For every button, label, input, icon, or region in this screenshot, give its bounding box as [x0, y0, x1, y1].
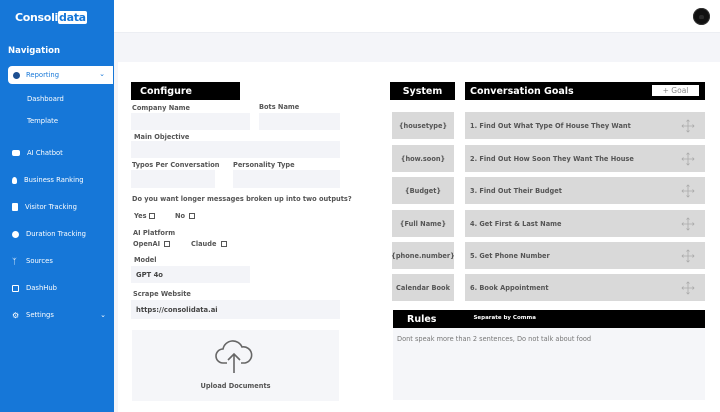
system-variable[interactable]: {Full Name} [392, 210, 454, 237]
main-objective-label: Main Objective [134, 133, 190, 141]
model-select[interactable]: GPT 4o [131, 266, 250, 283]
bots-name-input[interactable] [259, 113, 340, 130]
openai-option[interactable]: OpenAI [133, 240, 170, 248]
avatar[interactable] [693, 8, 710, 25]
sidebar-item-reporting[interactable] [8, 66, 113, 84]
main-panel [118, 62, 720, 412]
drag-move-icon[interactable] [681, 184, 695, 198]
chevron-down-icon: ⌄ [99, 70, 105, 78]
drag-move-icon[interactable] [681, 281, 695, 295]
company-name-label: Company Name [132, 104, 191, 112]
goal-item[interactable]: 2. Find Out How Soon They Want The House [465, 145, 705, 172]
sidebar-item-label: Business Ranking [24, 176, 84, 184]
goal-item[interactable]: 6. Book Appointment [465, 274, 705, 301]
edit-icon [12, 285, 19, 292]
rules-hint: Separate by Comma [473, 314, 536, 321]
system-variable[interactable]: {housetype} [392, 112, 454, 139]
upload-documents-dropzone[interactable] [132, 330, 339, 401]
scrape-website-label: Scrape Website [133, 290, 191, 298]
top-bar [114, 0, 720, 33]
conversation-goals-title: Conversation Goals [470, 85, 574, 97]
sidebar-item-duration-tracking[interactable] [12, 230, 112, 238]
ai-platform-label: AI Platform [133, 229, 176, 237]
clock-icon [12, 231, 19, 238]
no-checkbox[interactable] [189, 213, 195, 219]
claude-checkbox[interactable] [221, 241, 227, 247]
clipboard-icon [12, 203, 18, 211]
brand-logo[interactable]: Consolidata [15, 11, 86, 24]
sidebar-item-sources[interactable] [12, 257, 112, 265]
sidebar-item-ai-chatbot[interactable] [12, 149, 112, 157]
system-variable[interactable]: Calendar Book [392, 274, 454, 301]
system-variable[interactable]: {Budget} [392, 177, 454, 204]
rules-title: Rules [407, 313, 437, 325]
sidebar-subitem-template[interactable]: Template [27, 117, 59, 125]
drag-move-icon[interactable] [681, 152, 695, 166]
gear-icon: ⚙ [12, 310, 20, 320]
sidebar-item-business-ranking[interactable] [12, 176, 112, 184]
split-messages-question: Do you want longer messages broken up into two outputs? [132, 195, 352, 203]
model-label: Model [134, 256, 157, 264]
drag-move-icon[interactable] [681, 249, 695, 263]
yes-option[interactable]: Yes [134, 212, 155, 220]
branch-icon: ᛉ [12, 256, 17, 266]
add-goal-button[interactable]: + Goal [652, 85, 699, 96]
sidebar-item-label: Sources [26, 257, 53, 265]
configure-title: Configure [131, 82, 240, 100]
lightbulb-icon [12, 177, 17, 184]
drag-move-icon[interactable] [681, 217, 695, 231]
sidebar-item-label: Settings [26, 311, 54, 319]
sidebar-item-label: DashHub [26, 284, 57, 292]
system-variable[interactable]: {how.soon} [392, 145, 454, 172]
yes-checkbox[interactable] [149, 213, 155, 219]
drag-move-icon[interactable] [681, 119, 695, 133]
goal-item[interactable]: 5. Get Phone Number [465, 242, 705, 269]
system-variable[interactable]: {phone.number} [392, 242, 454, 269]
openai-checkbox[interactable] [164, 241, 170, 247]
typos-input[interactable] [131, 170, 215, 188]
sidebar [0, 0, 114, 412]
robot-icon [12, 150, 20, 156]
sidebar-item-visitor-tracking[interactable] [12, 203, 112, 211]
chevron-down-icon: ⌄ [100, 311, 106, 319]
bots-name-label: Bots Name [259, 103, 300, 111]
no-option[interactable]: No [175, 212, 195, 220]
system-title: System [390, 82, 455, 100]
goal-item[interactable]: 3. Find Out Their Budget [465, 177, 705, 204]
cloud-upload-icon [214, 339, 254, 375]
sidebar-item-label: Visitor Tracking [25, 203, 77, 211]
personality-type-label: Personality Type [233, 161, 295, 169]
sidebar-item-dashhub[interactable] [12, 284, 112, 292]
sidebar-item-label: AI Chatbot [27, 149, 63, 157]
sidebar-item-label: Reporting [26, 71, 60, 79]
sidebar-item-settings[interactable] [12, 311, 112, 319]
upload-documents-label: Upload Documents [200, 382, 271, 390]
scrape-website-input[interactable]: https://consolidata.ai [131, 300, 340, 319]
rules-header [393, 310, 705, 328]
goal-item[interactable]: 4. Get First & Last Name [465, 210, 705, 237]
conversation-goals-header [465, 82, 705, 100]
rules-textarea[interactable]: Dont speak more than 2 sentences, Do not talk about food [393, 328, 705, 400]
goal-item[interactable]: 1. Find Out What Type Of House They Want [465, 112, 705, 139]
main-objective-input[interactable] [131, 141, 340, 158]
personality-type-input[interactable] [233, 170, 340, 188]
sidebar-subitem-dashboard[interactable]: Dashboard [27, 95, 64, 103]
nav-heading: Navigation [8, 46, 60, 56]
claude-option[interactable]: Claude [191, 240, 227, 248]
pie-chart-icon [13, 72, 20, 79]
typos-label: Typos Per Conversation [132, 161, 220, 169]
company-name-input[interactable] [131, 113, 250, 130]
sidebar-item-label: Duration Tracking [26, 230, 86, 238]
